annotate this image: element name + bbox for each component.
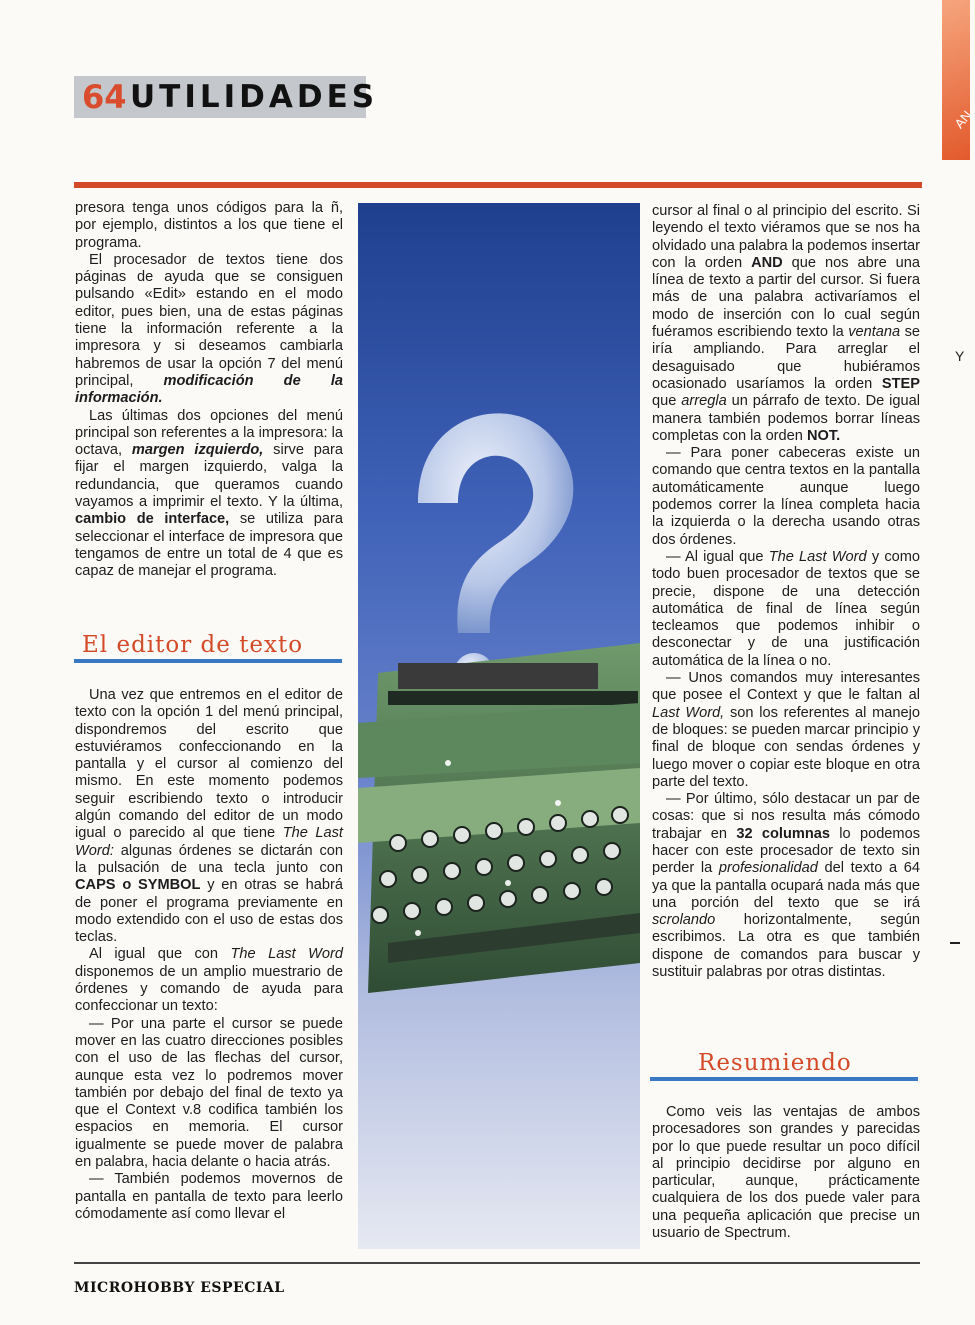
paragraph: Al igual que con The Last Word disponemos de un amplio muestrario de órdenes y comando de ayuda para confeccionar un texto: <box>75 946 343 1015</box>
page-header <box>74 76 379 118</box>
column1-bottom-text <box>75 687 343 1223</box>
paragraph: — Por último, sólo destacar un par de cosas: que si nos resulta más cómodo trabajar en 32 columnas lo podemos hacer con este procesador de texto sin perder la profesionalidad del texto a 64 ya que la pantalla ocupará nada más que una porción del texto que se irá scrolando horizontalmente, según escribimos. La otra es que también dispone de comandos para buscar y sustituir palabras por otras distintas. <box>652 791 920 981</box>
paragraph: — Unos comandos muy interesantes que posee el Context y que le faltan al Last Word, son los referentes al manejo de bloques: se pueden marcar principio y final de bloque con sendas órdenes y luego mover o copiar este bloque en otra parte del texto. <box>652 670 921 790</box>
section-heading: UTILIDADES <box>130 79 379 115</box>
question-mark-typewriter-icon <box>358 203 640 1249</box>
paragraph: — Para poner cabeceras existe un comando que centra textos en la pantalla automáticamente aunque luego podemos correr la línea completa hacia la izquierda o la derecha usando otras dos órdenes. <box>652 445 920 548</box>
edge-dash <box>950 942 960 944</box>
section-rule-resumiendo <box>650 1077 918 1081</box>
paragraph: cursor al final o al principio del escrito. Si leyendo el texto viéramos que se nos ha olvidado una palabra la podemos insertar con la orden AND que nos abre una línea de texto a partir del cursor. Si fuera más de una palabra activaríamos el modo de inserción con lo cual según fuéramos escribiendo texto la ventana se iría ampliando. Para arreglar el desaguisado que hubiéramos ocasionado usaríamos la orden STEP que arregla un párrafo de texto. De igual manera también podemos borrar líneas completas con la orden NOT. <box>652 203 921 444</box>
edge-tab-text: AN <box>951 107 975 132</box>
paragraph: Una vez que entremos en el editor de texto con la opción 1 del menú principal, dispondremos del escrito que estuviéramos confeccionando en la pantalla y el cursor al comienzo del mismo. En este momento podemos seguir escribiendo texto o introducir algún comando del editor de un modo igual o parecido al que tiene The Last Word: algunas órdenes se dictarán con la pulsación de una tecla junto con CAPS o SYMBOL y en otras se habrá de poner el programa previamente en modo extendido con el uso de estas dos teclas. <box>75 687 343 946</box>
paragraph: Las últimas dos opciones del menú principal son referentes a la impresora: la octava, margen izquierdo, sirve para fijar el margen izquierdo, valga la redundancia, que queramos cuando vayamos a imprimir el texto. Y la última, cambio de interface, se utiliza para seleccionar el interface de impresora que tengamos de entre un total de 4 que es capaz de manejar el programa. <box>75 407 343 580</box>
section-title-resumiendo: Resumiendo <box>698 1050 852 1076</box>
column1-top-text <box>75 200 343 581</box>
section-rule-editor <box>74 659 342 663</box>
column3-top-text <box>652 203 920 981</box>
edge-tab <box>942 0 970 160</box>
paragraph: Como veis las ventajas de ambos procesadores son grandes y parecidas por lo que puede resultar un poco difícil al principio decidirse por alguno en particular, aunque, prácticamente cualquiera de los dos puede valer para una pequeña aplicación que precise un usuario de Spectrum. <box>652 1104 920 1242</box>
typewriter-illustration <box>358 203 640 1249</box>
edge-margin-letter: Y <box>955 348 965 364</box>
header-rule <box>74 182 922 188</box>
paragraph: — Al igual que The Last Word y como todo buen procesador de textos que se precie, dispone de una detección automática de final de línea según tecleamos que podemos inhibir o desconectar y de una justificación automática de la línea o no. <box>652 548 921 669</box>
paragraph: presora tenga unos códigos para la ñ, por ejemplo, distintos a los que tiene el programa. <box>75 200 343 251</box>
page-number: 64 <box>82 78 127 116</box>
paragraph: — También podemos movernos de pantalla en pantalla de texto para leerlo cómodamente así como llevar el <box>75 1171 343 1222</box>
footer-rule <box>74 1262 920 1264</box>
column3-bottom-text <box>652 1104 920 1242</box>
paragraph: El procesador de textos tiene dos páginas de ayuda que se consiguen pulsando «Edit» estando en el modo editor, pues bien, una de estas páginas tiene la información referente a la impresora y si deseamos cambiarla habremos de usar la opción 7 del menú principal, modificación de la información. <box>75 251 343 407</box>
paragraph: — Por una parte el cursor se puede mover en las cuatro direcciones posibles con el uso de las flechas del cursor, aunque esta vez lo podremos mover también por debajo del final de texto ya que el Context v.8 codifica también los espacios en memoria. El cursor igualmente se puede mover de palabra en palabra, hacia delante o hacia atrás. <box>75 1015 343 1171</box>
section-title-editor: El editor de texto <box>82 632 304 658</box>
footer-magazine-name: MICROHOBBY ESPECIAL <box>74 1280 285 1296</box>
